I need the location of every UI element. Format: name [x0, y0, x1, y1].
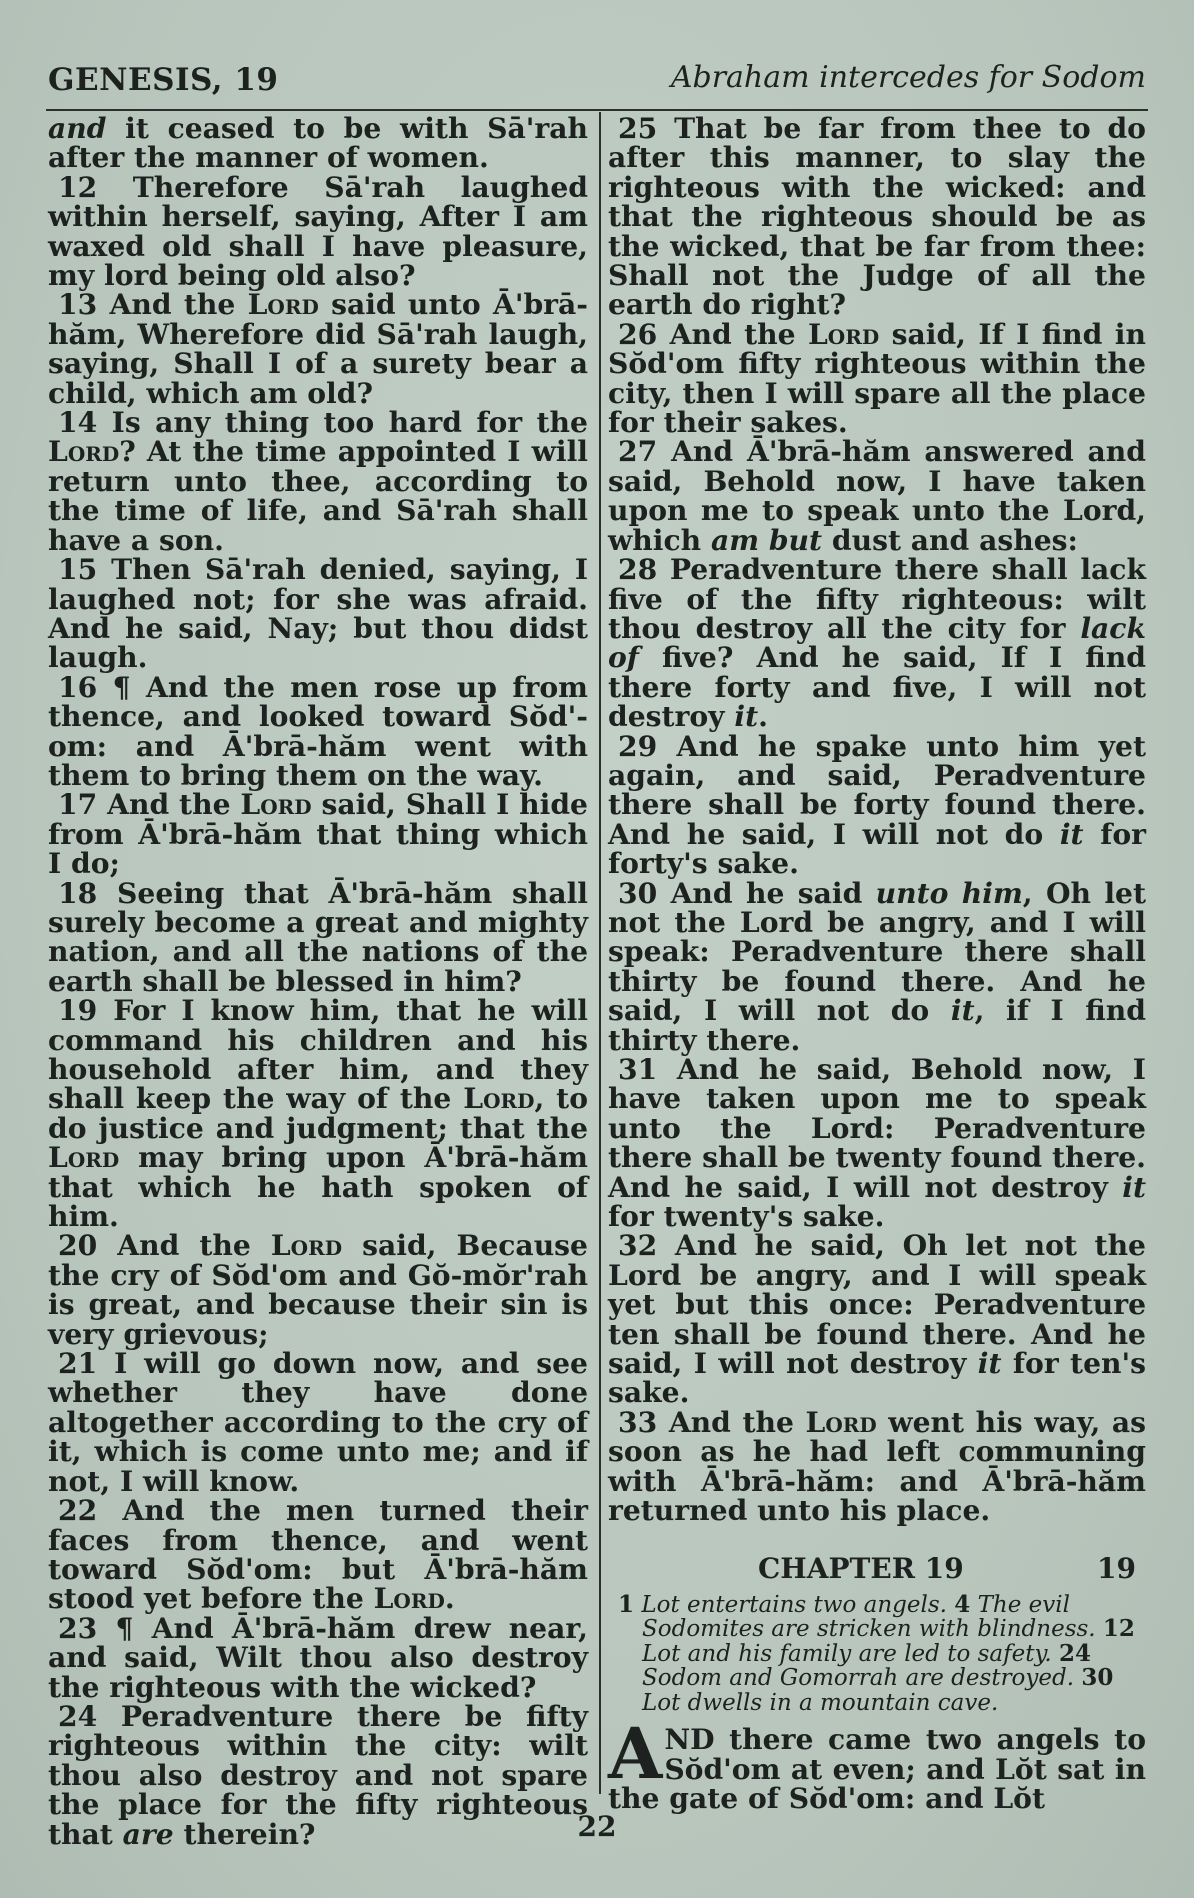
verse-text: And he spake unto him yet again, and said, Peradventure there shall be forty found there. And he said, I will not do it for forty's sake. [608, 729, 1146, 881]
verse-v15 [48, 555, 588, 673]
verse-text: Peradventure there be fifty righteous within the city: wilt thou also destroy and not spare the place for the fifty righteous that are therein? [48, 1699, 588, 1851]
drop-cap: A [608, 1712, 663, 1796]
verse-number: 12 [58, 170, 133, 204]
verse-text: And Ā'brā-hăm answered and said, Behold now, I have taken upon me to speak unto the Lord, which am but dust and ashes: [608, 435, 1147, 557]
verse-number: 26 [618, 317, 670, 351]
verse-text: and it ceased to be with Sā'rah after the manner of women. [48, 112, 588, 175]
verse-text: And the Lord said unto Ā'brā-hăm, Wherefore did Sā'rah laugh, saying, Shall I of a surety bear a child, which am old? [48, 288, 588, 410]
verse-v30 [608, 876, 1146, 1057]
verse-number: 19 [58, 994, 114, 1028]
chapter-heading [608, 1551, 1146, 1585]
verse-v22 [48, 1496, 588, 1614]
verse-number: 29 [618, 729, 677, 763]
verse-text: I will go down now, and see whether they have done altogether according to the cry of it, which is come unto me; and if not, I will know. [48, 1347, 588, 1498]
verse-v28 [608, 553, 1146, 734]
verse-number: 27 [618, 435, 672, 469]
right-column [608, 112, 1147, 1816]
verse-v17 [48, 788, 588, 881]
left-column [48, 112, 588, 1851]
verse-text: And he said unto him, Oh let not the Lord be angry, and I will speak: Peradventure there shall thirty be found there. And he said, I will not do it, if I find thirty there. [608, 876, 1146, 1057]
page-number: 22 [577, 1810, 617, 1843]
book-chapter-heading: GENESIS, 19 [48, 62, 279, 98]
verse-v29 [608, 729, 1146, 881]
verse-number: 23 [58, 1611, 116, 1645]
verse-number: 20 [58, 1229, 118, 1263]
verse-v33 [608, 1405, 1146, 1528]
column-divider [599, 112, 601, 1794]
verse-text: ¶ And Ā'brā-hăm drew near, and said, Wilt thou also destroy the righteous with the wicked? [48, 1611, 588, 1704]
verse-text: And the Lord went his way, as soon as he had left communing with Ā'brā-hăm: and Ā'brā-hăm returned unto his place. [608, 1405, 1146, 1528]
verse-number: 17 [58, 788, 108, 822]
verse-number: 24 [58, 1699, 121, 1733]
verse-number: 32 [618, 1229, 675, 1263]
verse-number: 21 [58, 1347, 115, 1381]
verse-text: ¶ And the men rose up from thence, and looked toward Sŏd'-om: and Ā'brā-hăm went with them to bring them on the way. [48, 670, 588, 792]
verse-number: 30 [618, 876, 671, 910]
verse-v21 [48, 1349, 588, 1496]
verse-v27 [608, 437, 1146, 555]
verse-v14 [48, 408, 588, 555]
verse-v16 [48, 670, 588, 792]
chapter-number: 19 [1097, 1551, 1136, 1585]
verse-v31 [608, 1053, 1146, 1234]
verse-number: 13 [58, 288, 110, 322]
verse-text: And the men turned their faces from thence, and went toward Sŏd'om: but Ā'brā-hăm stood yet before the Lord. [48, 1494, 588, 1616]
verse-v12 [48, 170, 588, 293]
verse-text: And the Lord said, Because the cry of Sŏd'om and Gŏ-mŏr'rah is great, and because their sin is very grievous; [48, 1229, 588, 1351]
opening-text: there came two angels to Sŏd'om at even; and Lŏt sat in the gate of Sŏd'om: and Lŏt [608, 1723, 1146, 1816]
verse-number: 31 [618, 1053, 677, 1086]
verse-v26 [608, 317, 1146, 440]
verse-number: 18 [58, 876, 118, 910]
verse-text: Therefore Sā'rah laughed within herself, saying, After I am waxed old shall I have pleasure, my lord being old also? [48, 170, 588, 293]
verse-text: And he said, Behold now, I have taken upon me to speak unto the Lord: Peradventure there shall be twenty found there. And he said, I will not destroy it for twenty's sake. [608, 1053, 1146, 1234]
verse-number: 14 [58, 406, 112, 440]
verse-text: Seeing that Ā'brā-hăm shall surely become a great and mighty nation, and all the nations of the earth shall be blessed in him? [48, 876, 588, 998]
verse-v13 [48, 290, 588, 408]
verse-v19 [48, 994, 588, 1234]
running-title: Abraham intercedes for Sodom [670, 60, 1146, 95]
verse-number: 25 [618, 112, 675, 145]
header-rule [46, 109, 1148, 111]
chapter-summary: 1 Lot entertains two angels. 4 The evil Sodomites are stricken with blindness. 12 Lot and his family are led to safety. 24 Sodom and Gomorrah are destroyed. 30 Lot dwells in a mountain cave. [618, 1590, 1135, 1716]
chapter-opening-verse [608, 1712, 1146, 1816]
chapter-label: CHAPTER 19 [758, 1551, 964, 1585]
drop-cap-rest: ND [664, 1723, 715, 1757]
verse-v18 [48, 876, 588, 998]
verse-number: 22 [58, 1494, 123, 1528]
verse-v25 [608, 114, 1146, 320]
verse-text: And the Lord said, If I find in Sŏd'om fifty righteous within the city, then I will spare all the place for their sakes. [608, 317, 1146, 440]
verse-v32 [608, 1229, 1146, 1410]
verse-number: 28 [618, 553, 670, 587]
verse-number: 16 [58, 670, 113, 704]
verse-text: And he said, Oh let not the Lord be angry, and I will speak yet but this once: Peradventure ten shall be found there. And he said, I will not destroy it for ten's sake. [608, 1229, 1146, 1410]
verse-number: 15 [58, 553, 112, 587]
verse-cont [48, 114, 588, 173]
verse-text: And the Lord said, Shall I hide from Ā'brā-hăm that thing which I do; [48, 788, 588, 881]
verse-text: Peradventure there shall lack five of the fifty righteous: wilt thou destroy all the city for lack of five? And he said, If I find there forty and five, I will not destroy it. [608, 553, 1146, 734]
verse-v23 [48, 1611, 588, 1704]
verse-number: 33 [618, 1405, 669, 1439]
right-verses [608, 114, 1146, 1526]
verse-text: Is any thing too hard for the Lord? At the time appointed I will return unto thee, according to the time of life, and Sā'rah shall have a son. [48, 406, 588, 557]
verse-text: For I know him, that he will command his children and his household after him, and they shall keep the way of the Lord, to do justice and judgment; that the Lord may bring upon Ā'brā-hăm that which he hath spoken of him. [48, 994, 588, 1234]
verse-v20 [48, 1231, 588, 1349]
verse-text: Then Sā'rah denied, saying, I laughed not; for she was afraid. And he said, Nay; but thou didst laugh. [48, 553, 588, 675]
verse-text: That be far from thee to do after this manner, to slay the righteous with the wicked: and that the righteous should be as the wicked, that be far from thee: Shall not the Judge of all the earth do right? [608, 112, 1146, 322]
